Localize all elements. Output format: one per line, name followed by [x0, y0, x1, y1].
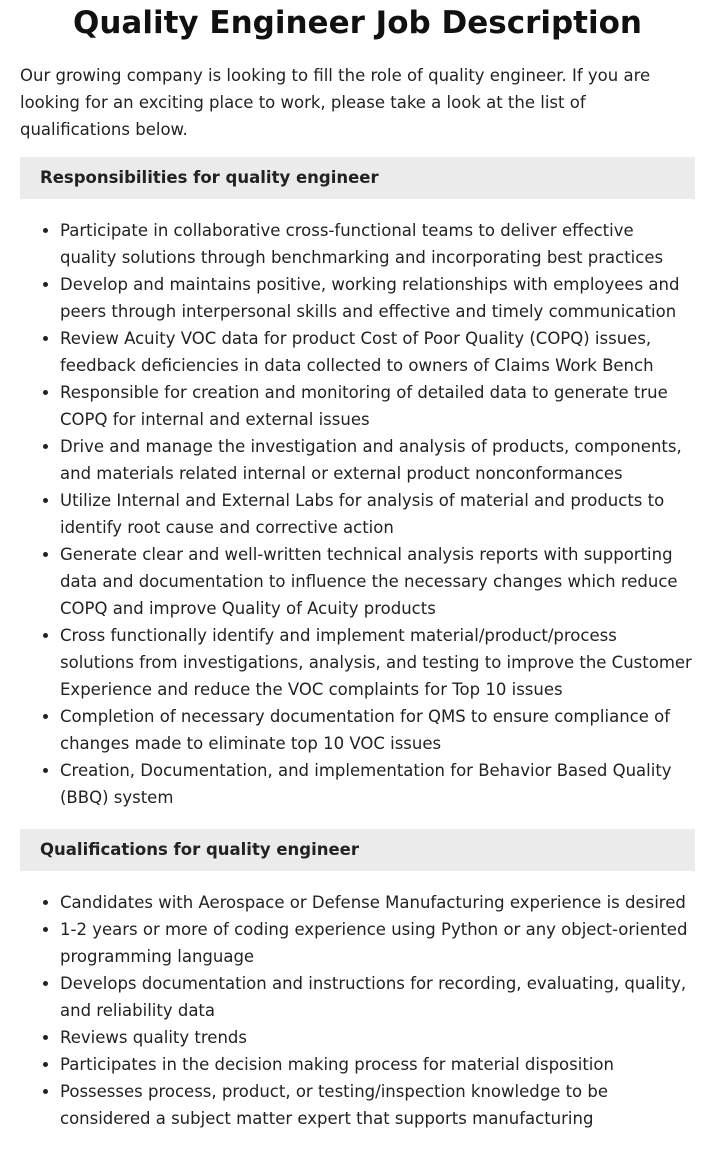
- list-item: • Responsible for creation and monitoring of detailed data to generate true COPQ for internal and external issues: [60, 379, 695, 433]
- list-item: • Cross functionally identify and implement material/product/process solutions from investigations, analysis, and testing to improve the Customer Experience and reduce the VOC complaints for Top 10 issues: [60, 622, 695, 703]
- list-item: • Possesses process, product, or testing/inspection knowledge to be considered a subject matter expert that supports manufacturing: [60, 1078, 695, 1132]
- intro-paragraph: Our growing company is looking to fill the role of quality engineer. If you are looking for an exciting place to work, please take a look at the list of qualifications below.: [20, 66, 651, 139]
- responsibilities-heading: Responsibilities for quality engineer: [20, 157, 695, 199]
- list-item: • 1-2 years or more of coding experience using Python or any object-oriented programming language: [60, 916, 695, 970]
- list-item: • Participates in the decision making process for material disposition: [60, 1051, 695, 1078]
- list-item: • Completion of necessary documentation for QMS to ensure compliance of changes made to eliminate top 10 VOC issues: [60, 703, 695, 757]
- list-item: • Reviews quality trends: [60, 1024, 695, 1051]
- list-item: • Review Acuity VOC data for product Cost of Poor Quality (COPQ) issues, feedback deficiencies in data collected to owners of Claims Work Bench: [60, 325, 695, 379]
- qualifications-heading: Qualifications for quality engineer: [20, 829, 695, 871]
- list-item: • Generate clear and well-written technical analysis reports with supporting data and documentation to influence the necessary changes which reduce COPQ and improve Quality of Acuity products: [60, 541, 695, 622]
- list-item: • Drive and manage the investigation and analysis of products, components, and materials related internal or external product nonconformances: [60, 433, 695, 487]
- list-item: • Creation, Documentation, and implementation for Behavior Based Quality (BBQ) system: [60, 757, 695, 811]
- list-item: • Develop and maintains positive, working relationships with employees and peers through interpersonal skills and effective and timely communication: [60, 271, 695, 325]
- list-item: • Utilize Internal and External Labs for analysis of material and products to identify root cause and corrective action: [60, 487, 695, 541]
- list-item: • Participate in collaborative cross-functional teams to deliver effective quality solutions through benchmarking and incorporating best practices: [60, 217, 695, 271]
- responsibilities-list: [20, 217, 695, 811]
- list-item: • Candidates with Aerospace or Defense Manufacturing experience is desired: [60, 889, 695, 916]
- page-title: Quality Engineer Job Description: [73, 5, 642, 41]
- list-item: • Develops documentation and instructions for recording, evaluating, quality, and reliability data: [60, 970, 695, 1024]
- qualifications-list: [20, 889, 695, 1132]
